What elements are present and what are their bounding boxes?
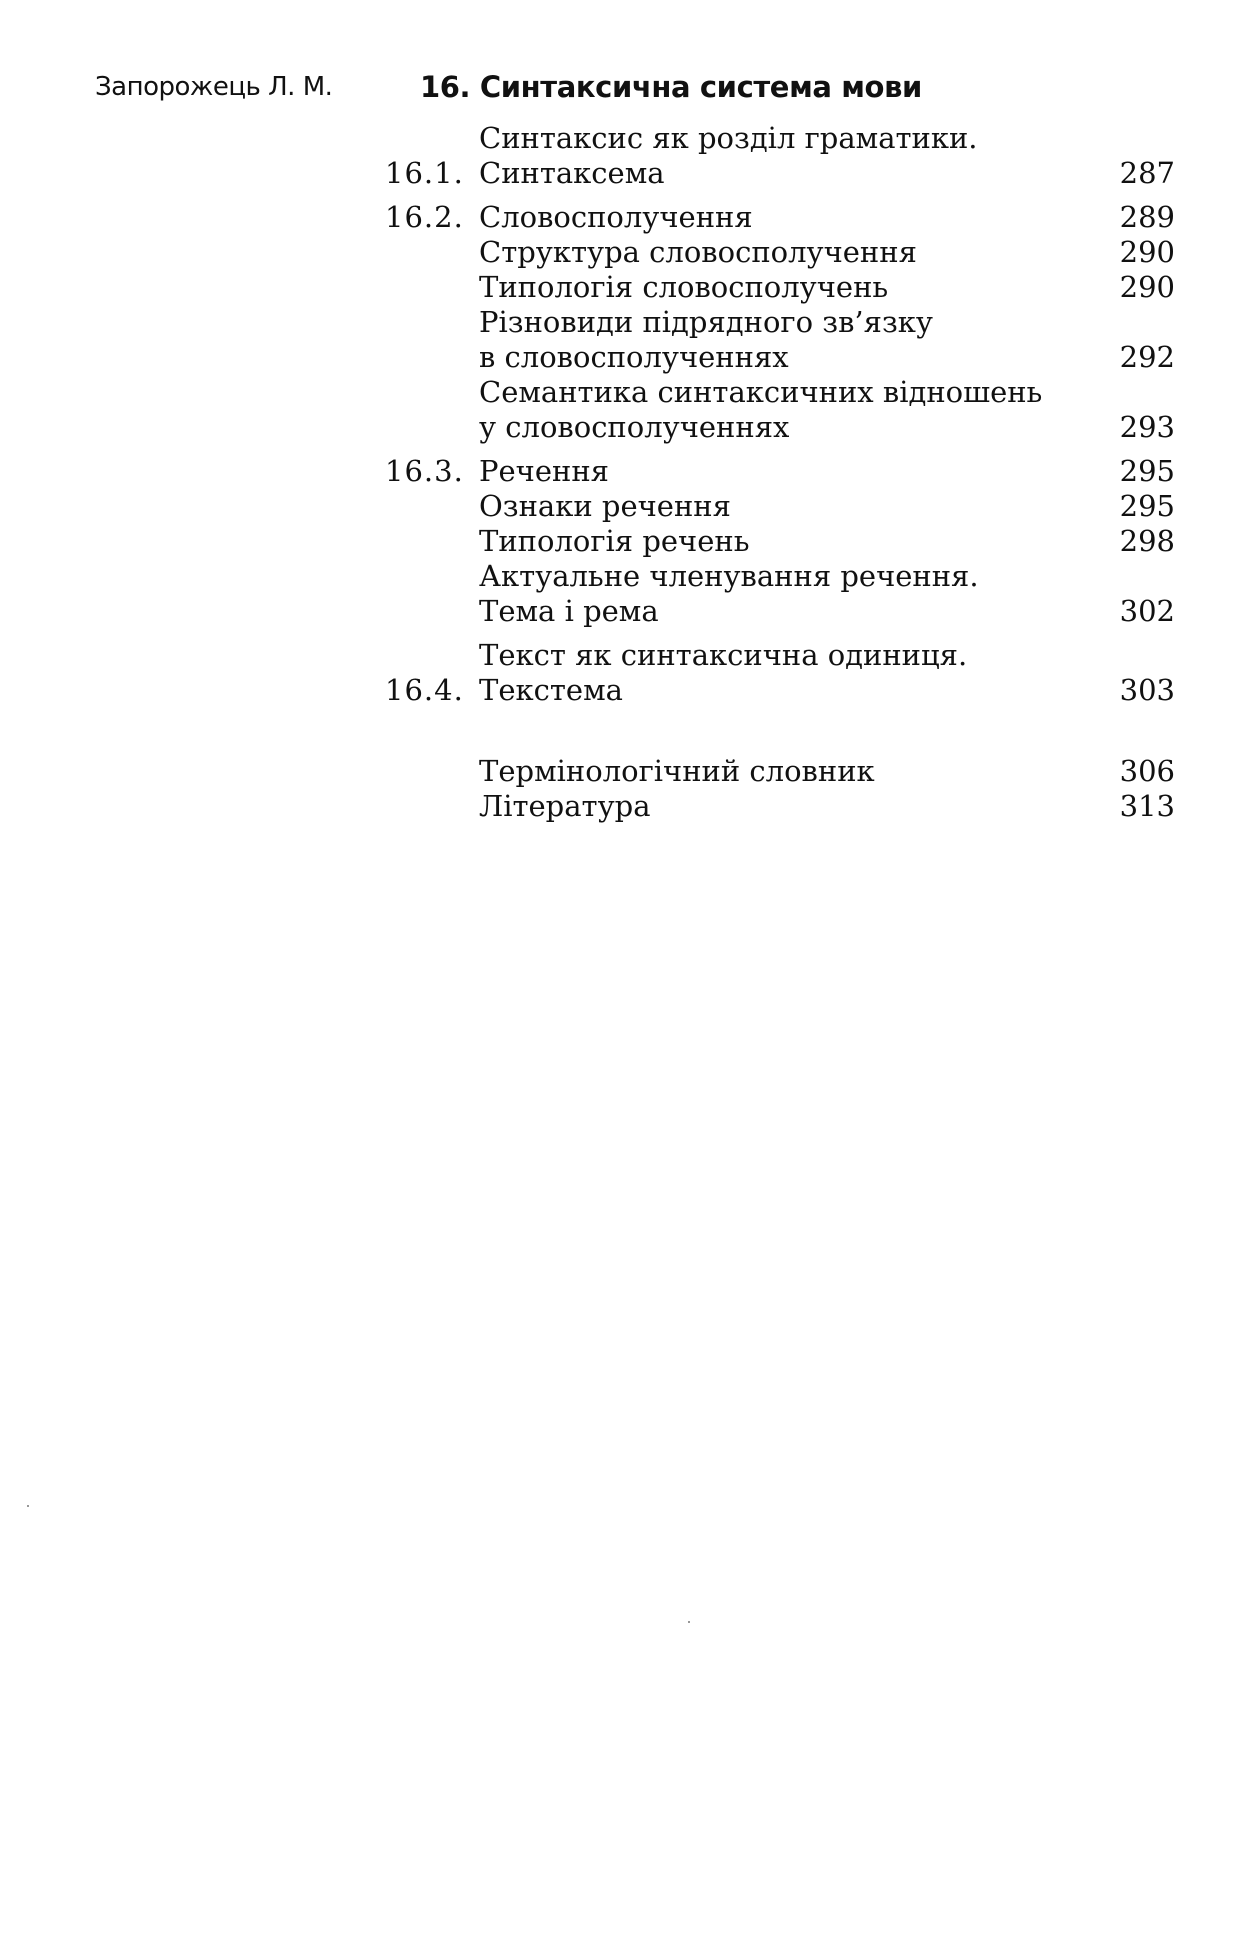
toc-entry-page: 302 bbox=[1119, 594, 1175, 628]
toc-entry-number: 16.2. bbox=[385, 200, 464, 234]
toc-entry bbox=[385, 305, 1175, 375]
toc-entry-title: Синтаксис як розділ граматики. Синтаксема bbox=[479, 121, 978, 190]
toc-entry bbox=[385, 235, 1175, 270]
toc-entry-page: 289 bbox=[1119, 200, 1175, 234]
toc-entry bbox=[385, 559, 1175, 629]
toc-entry-title: Різновиди підрядного зв’язку в словосполученнях bbox=[479, 305, 933, 374]
toc-entry-bibliography bbox=[385, 789, 1175, 824]
toc-entry-page: 295 bbox=[1119, 489, 1175, 523]
toc-entry bbox=[385, 270, 1175, 305]
toc-entry-page: 292 bbox=[1119, 340, 1175, 374]
toc-entry-title: Ознаки речення bbox=[479, 489, 731, 523]
toc-entry bbox=[385, 524, 1175, 559]
toc-entry-title: Актуальне членування речення. Тема і рема bbox=[479, 559, 979, 628]
toc-entry-glossary bbox=[385, 754, 1175, 789]
toc-entry-number: 16.1. bbox=[385, 156, 464, 190]
running-head: Запорожець Л. М. bbox=[95, 72, 333, 102]
toc-entry-title: Література bbox=[479, 789, 651, 823]
scan-speck bbox=[688, 1621, 690, 1623]
toc-entry-page: 290 bbox=[1119, 235, 1175, 269]
toc-entry-title: Семантика синтаксичних відношень у словосполученнях bbox=[479, 375, 1043, 444]
toc-entry-title: Текст як синтаксична одиниця. Текстема bbox=[479, 638, 968, 707]
toc-entry-page: 290 bbox=[1119, 270, 1175, 304]
toc-entry-title: Структура словосполучення bbox=[479, 235, 917, 269]
toc-entry-page: 303 bbox=[1119, 673, 1175, 707]
toc-entry-page: 295 bbox=[1119, 454, 1175, 488]
chapter-title: 16. Синтаксична система мови bbox=[420, 70, 922, 104]
toc-entry-page: 313 bbox=[1119, 789, 1175, 823]
toc-entry-16-4 bbox=[385, 638, 1175, 708]
toc-entry-title: Речення bbox=[479, 454, 609, 488]
toc-entry-title: Типологія речень bbox=[479, 524, 750, 558]
toc-entry-16-2 bbox=[385, 200, 1175, 235]
toc-entry-16-3 bbox=[385, 454, 1175, 489]
toc-entry-number: 16.3. bbox=[385, 454, 464, 488]
toc-entry-16-1 bbox=[385, 121, 1175, 191]
table-of-contents bbox=[385, 121, 1175, 824]
toc-entry-page: 293 bbox=[1119, 410, 1175, 444]
toc-entry-title: Словосполучення bbox=[479, 200, 753, 234]
toc-entry-page: 298 bbox=[1119, 524, 1175, 558]
toc-entry bbox=[385, 375, 1175, 445]
toc-entry-page: 306 bbox=[1119, 754, 1175, 788]
toc-entry-title: Типологія словосполучень bbox=[479, 270, 889, 304]
toc-entry-number: 16.4. bbox=[385, 673, 464, 707]
toc-entry bbox=[385, 489, 1175, 524]
toc-entry-title: Термінологічний словник bbox=[479, 754, 875, 788]
toc-entry-page: 287 bbox=[1119, 156, 1175, 190]
scan-speck bbox=[27, 1505, 29, 1507]
